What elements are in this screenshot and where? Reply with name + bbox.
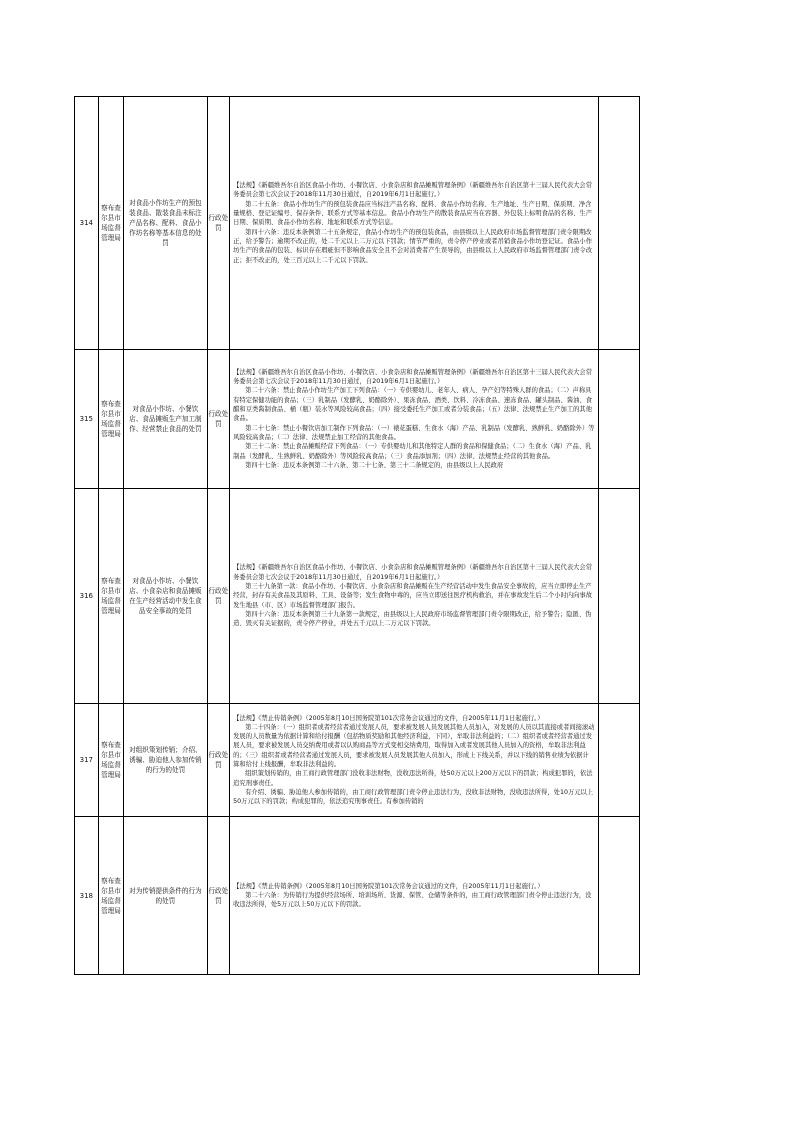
penalty-type-cell: 行政处罚 [207,704,230,817]
penalty-type-cell: 行政处罚 [207,97,230,350]
legal-article-paragraph: 第二十五条：食品小作坊生产的预包装食品应当标注产品名称、配料、食品小作坊名称、生产地址、生产日期、保质期、净含量规格、登记证编号、保存条件、联系方式等基本信息。食品小作坊生产的散装食品应当在容器、外包装上标明食品的名称、生产日期、保质期、食品小作坊名称、地址和联系方式等信息。 [233,200,593,227]
department-cell: 察布查尔县市场监督管理局 [98,817,124,975]
legal-basis-text [230,714,598,807]
table-row [75,489,640,704]
department-cell: 察布查尔县市场监督管理局 [98,97,124,350]
penalty-type-cell: 行政处罚 [207,817,230,975]
department-cell: 察布查尔县市场监督管理局 [98,489,124,704]
legal-source-paragraph: 【法规】《新疆维吾尔自治区食品小作坊、小餐饮店、小食杂店和食品摊贩管理条例》（新疆维吾尔自治区第十三届人民代表大会常务委员会第七次会议于2018年11月30日通过，自2019年6月1日起施行。） [233,564,593,581]
department-cell: 察布查尔县市场监督管理局 [98,704,124,817]
legal-source-paragraph: 【法规】《禁止传销条例》（2005年8月10日国务院第101次常务会议通过的文件，自2005年11月1日起施行。） [233,714,544,722]
legal-basis-text [230,181,598,265]
table-row [75,704,640,817]
penalty-item-cell: 对食品小作坊、小餐饮店、食品摊贩生产加工制作、经营禁止食品的处罚 [124,350,207,489]
legal-basis-cell [230,97,599,350]
remarks-cell [598,350,639,489]
legal-basis-cell [230,704,599,817]
penalty-item-cell: 对食品小作坊生产的预包装食品、散装食品未标注产品名称、配料、食品小作坊名称等基本信息的处罚 [124,97,207,350]
remarks-cell [598,489,639,704]
table-row [75,97,640,350]
legal-article-paragraph: 第二十四条：（一）组织者或者经营者通过发展人员，要求被发展人员发展其他人员加入，对发展的人员以其直接或者间接滚动发展的人员数量为依据计算和给付报酬（包括物质奖励和其他经济利益，下同），牟取非法利益的；（二）组织者或者经营者通过发展人员，要求被发展人员交纳费用或者以认购商品等方式变相交纳费用，取得加入或者发展其他人员加入的资格，牟取非法利益的；（三）组织者或者经营者通过发展人员，要求被发展人员发展其他人员加入，形成上下线关系，并以下线的销售业绩为依据计算和给付上线报酬，牟取非法利益的。 [233,723,595,768]
legal-article-paragraph: 第四十六条：违反本条例第二十五条规定，食品小作坊生产的预包装食品，由县级以上人民政府市场监督管理部门责令限期改正，给予警告；逾期不改正的，处二千元以上二万元以下罚款；情节严重的，责令停产停业或者吊销食品小作坊登记证。食品小作坊生产的食品的包装、标识存在瑕疵但不影响食品安全且不会对消费者产生误导的，由县级以上人民政府市场监督管理部门责令改正；拒不改正的，处三百元以上二千元以下罚款。 [233,228,593,264]
legal-article-paragraph: 第二十六条：为传销行为提供经营场所、培训场所、货源、保管、仓储等条件的，由工商行政管理部门责令停止违法行为，没收违法所得，处5万元以上50万元以下的罚款。 [233,891,592,909]
legal-basis-cell [230,350,599,489]
row-number: 315 [75,350,99,489]
legal-article-paragraph: 组织策划传销的，由工商行政管理部门没收非法财物，没收违法所得，处50万元以上200万元以下的罚款；构成犯罪的，依法追究刑事责任。 [233,770,593,787]
remarks-cell [598,817,639,975]
legal-source-paragraph: 【法规】《新疆维吾尔自治区食品小作坊、小餐饮店、小食杂店和食品摊贩管理条例》（新疆维吾尔自治区第十三届人民代表大会常务委员会第七次会议于2018年11月30日通过，自2019年6月1日起施行。） [233,368,593,386]
legal-source-paragraph: 【法规】《新疆维吾尔自治区食品小作坊、小餐饮店、小食杂店和食品摊贩管理条例》（新疆维吾尔自治区第十三届人民代表大会常务委员会第七次会议于2018年11月30日通过，自2019年6月1日起施行。） [233,182,593,199]
legal-source-paragraph: 【法规】《禁止传销条例》（2005年8月10日国务院第101次常务会议通过的文件，自2005年11月1日起施行。） [233,882,544,890]
legal-article-paragraph: 第二十六条：禁止食品小作坊生产加工下列食品：（一）专供婴幼儿、老年人、病人、孕产妇等特殊人群的食品；（二）声称具有特定保健功能的食品；（三）乳制品（发酵乳、奶酪除外）、果冻食品、酒类、饮料、冷冻食品、速冻食品、罐头制品、酱油、食醋和豆类酱制食品、桶（瓶）装水等风险较高食品；（四）接受委托生产加工或者分装食品；（五）法律、法规禁止生产加工的其他食品。 [233,387,593,423]
penalty-item-cell: 对食品小作坊、小餐饮店、小食杂店和食品摊贩在生产经营活动中发生食品安全事故的处罚 [124,489,207,704]
legal-basis-text [230,882,598,910]
penalty-type-cell: 行政处罚 [207,350,230,489]
table-row [75,350,640,489]
legal-article-paragraph: 第三十九条第一款：食品小作坊、小餐饮店、小食杂店和食品摊贩在生产经营活动中发生食品安全事故的，应当立即停止生产经营，封存有关食品及其原料、工具、设备等；发生食物中毒的，应当立即送往医疗机构救治，并在事故发生后二个小时内向事故发生地县（市、区）市场监督管理部门报告。 [233,583,593,609]
row-number: 314 [75,97,99,350]
legal-article-paragraph: 第四十七条：违反本条例第二十六条、第二十七条、第三十二条规定的，由县级以上人民政府 [245,461,504,469]
row-number: 317 [75,704,99,817]
row-number: 318 [75,817,99,975]
legal-article-paragraph: 有介绍、诱骗、胁迫他人参加传销的，由工商行政管理部门责令停止违法行为，没收非法财物，没收违法所得，处10万元以上50万元以下的罚款；构成犯罪的，依法追究刑事责任。有参加传销的 [233,788,594,806]
remarks-cell [598,704,639,817]
legal-article-paragraph: 第二十七条：禁止小餐饮店加工制作下列食品：（一）裱花蛋糕、生食水（海）产品、乳制品（发酵乳、熟鲜乳、奶酪除外）等风险较高食品；（二）法律、法规禁止加工经营的其他食品。 [233,424,595,441]
penalty-type-cell: 行政处罚 [207,489,230,704]
legal-basis-text [230,368,598,470]
legal-basis-cell [230,817,599,975]
table-row [75,817,640,975]
remarks-cell [598,97,639,350]
legal-article-paragraph: 第四十六条：违反本条例第三十九条第一款规定，由县级以上人民政府市场监督管理部门责令限期改正，给予警告；隐匿、伪造、毁灭有关证据的，责令停产停业，并处五千元以上二万元以下罚款。 [233,610,592,628]
department-cell: 察布查尔县市场监督管理局 [98,350,124,489]
legal-basis-cell [230,489,599,704]
penalty-table [74,96,640,975]
row-number: 316 [75,489,99,704]
legal-basis-text [230,563,598,628]
penalty-item-cell: 对为传销提供条件的行为的处罚 [124,817,207,975]
penalty-item-cell: 对组织策划传销；介绍、诱骗、胁迫他人参加传销的行为的处罚 [124,704,207,817]
legal-article-paragraph: 第三十二条：禁止食品摊贩经营下列食品：（一）专供婴幼儿和其他特定人群的食品和保健食品；（二）生食水（海）产品、乳制品（发酵乳、生熟鲜乳、奶酪除外）等风险较高食品；（三）食品添加剂；（四）法律、法规禁止经营的其他食品。 [233,443,592,460]
